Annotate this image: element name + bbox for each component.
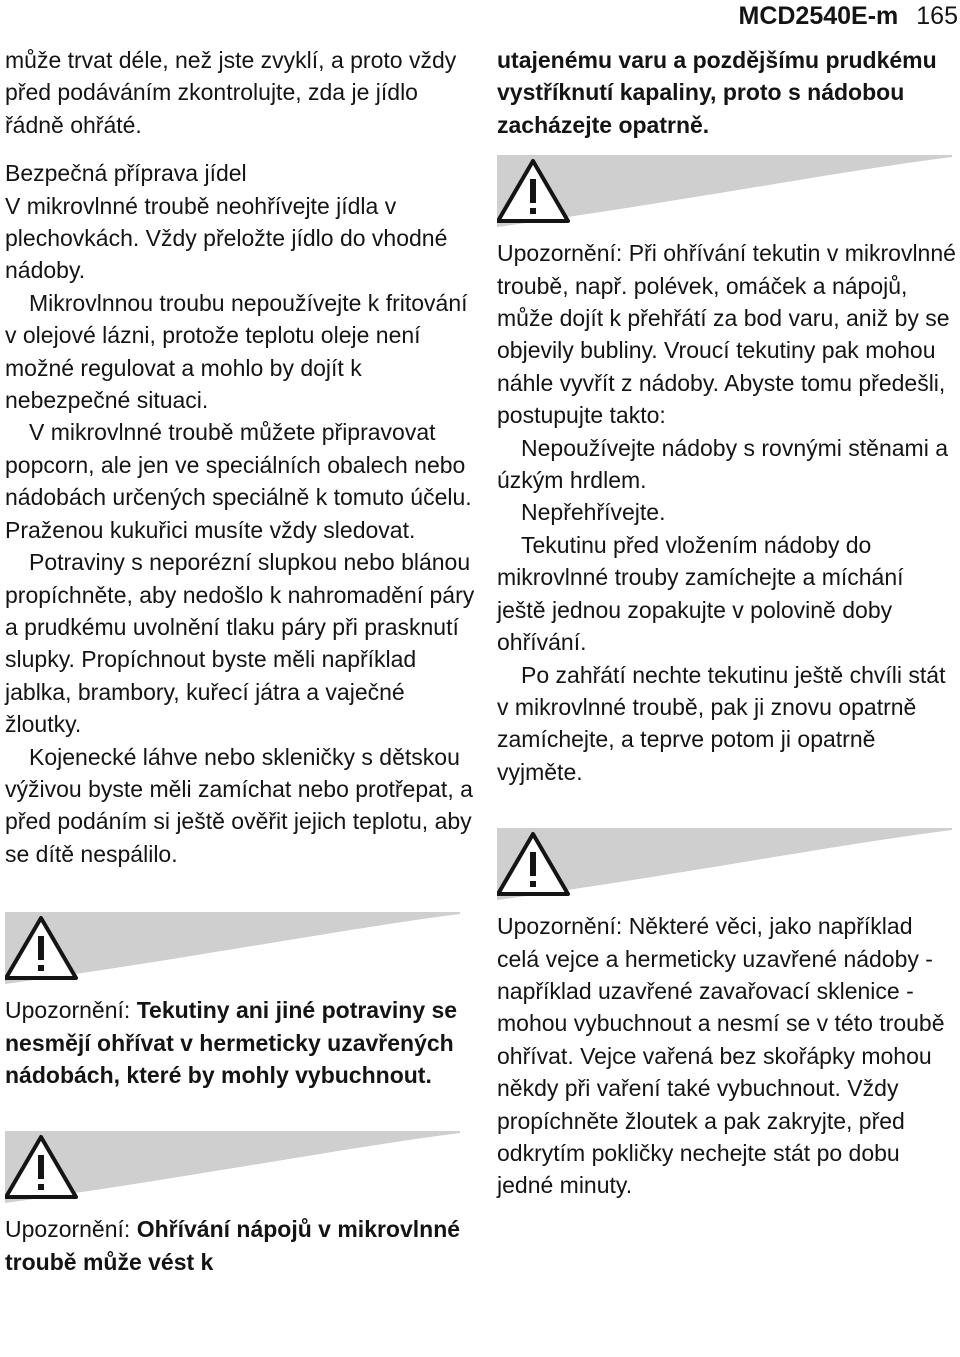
warning-2-label: Upozornění: [5, 1216, 131, 1243]
para-baby-bottles: Kojenecké láhve nebo skleničky s dětskou výživou byste měli zamíchat nebo protřepat, a před podáním si ještě ověřit jejich teplotu, aby se dítě nespálilo. [5, 743, 473, 867]
step-4: Po zahřátí nechte tekutinu ještě chvíli stát v mikrovlnné troubě, pak ji znovu opatrně zamíchejte, a teprve potom ji opatrně vyjměte. [497, 661, 946, 785]
warning-triangle-icon [497, 828, 952, 900]
warning-2 [5, 1213, 475, 1278]
step-3: Tekutinu před vložením nádoby do mikrovlnné trouby zamíchejte a míchání ještě jednou zopakujte v polovině doby ohřívání. [497, 531, 904, 656]
warning-4: Upozornění: Některé věci, jako například celá vejce a hermeticky uzavřené nádoby - například uzavřené zavařovací sklenice - mohou vybuchnout a nesmí se v této troubě ohřívat. Vejce vařená bez skořápky mohou někdy při vaření také vybuchnout. Vždy propíchněte žloutek a pak zakryjte, před odkrytím pokličky nechejte stát po dobu jedné minuty. [497, 913, 945, 1199]
warning-triangle-icon [497, 155, 952, 227]
para-peel: Potraviny s neporézní slupkou nebo blánou propíchněte, aby nedošlo k nahromadění páry a prudkému uvolnění tlaku páry při prasknutí slupky. Propíchnout byste měli například jablka, brambory, kuřecí játra a vaječné žloutky. [5, 549, 475, 738]
safe-prep-text: V mikrovlnné troubě neohřívejte jídla v plechovkách. Vždy přeložte jídlo do vhodné nádoby. [5, 192, 448, 284]
para-popcorn: V mikrovlnné troubě můžete připravovat popcorn, ale jen ve speciálních obalech nebo nádobách určených speciálně k tomuto účelu. Praženou kukuřici musíte vždy sledovat. [5, 419, 472, 543]
page-header [739, 2, 959, 31]
section-title-safe-prep: Bezpečná příprava jídel [5, 160, 247, 187]
warning-2-text: Ohřívání nápojů v mikrovlnné troubě může vést k [5, 1216, 461, 1275]
warning-bar [5, 912, 460, 984]
intro-text: může trvat déle, než jste zvyklí, a proto vždy před podáváním zkontrolujte, zda je jídlo řádně ohřáté. [5, 47, 457, 138]
page-number: 165 [916, 2, 958, 30]
warning-1 [5, 994, 475, 1091]
warning-1-label: Upozornění: [5, 997, 131, 1024]
warning-3: Upozornění: Při ohřívání tekutin v mikrovlnné troubě, např. polévek, omáček a nápojů, může dojít k přehřátí za bod varu, aniž by se objevily bubliny. Vroucí tekutiny pak mohou náhle vyvřít z nádoby. Abyste tomu předešli, postupujte takto: [497, 240, 956, 429]
step-1: Nepoužívejte nádoby s rovnými stěnami a úzkým hrdlem. [497, 434, 948, 494]
warning-bar [5, 1131, 460, 1203]
step-2: Nepřehřívejte. [521, 499, 666, 526]
warning-1-text: Tekutiny ani jiné potraviny se nesmějí ohřívat v hermeticky uzavřených nádobách, které by mohly vybuchnout. [5, 997, 458, 1088]
warning-triangle-icon [5, 912, 460, 984]
warning-bar [497, 155, 952, 227]
right-column [497, 44, 957, 1202]
warning-triangle-icon [5, 1131, 460, 1203]
para-frying: Mikrovlnnou troubu nepoužívejte k fritování v olejové lázni, protože teplotu oleje není možné regulovat a mohlo by dojít k nebezpečné situaci. [5, 289, 468, 414]
left-column [5, 44, 475, 1278]
model-name: MCD2540E-m [738, 2, 899, 30]
warning-2-continued: utajenému varu a pozdějšímu prudkému vystříknutí kapaliny, proto s nádobou zacházejte opatrně. [497, 47, 937, 138]
warning-bar [497, 828, 952, 900]
